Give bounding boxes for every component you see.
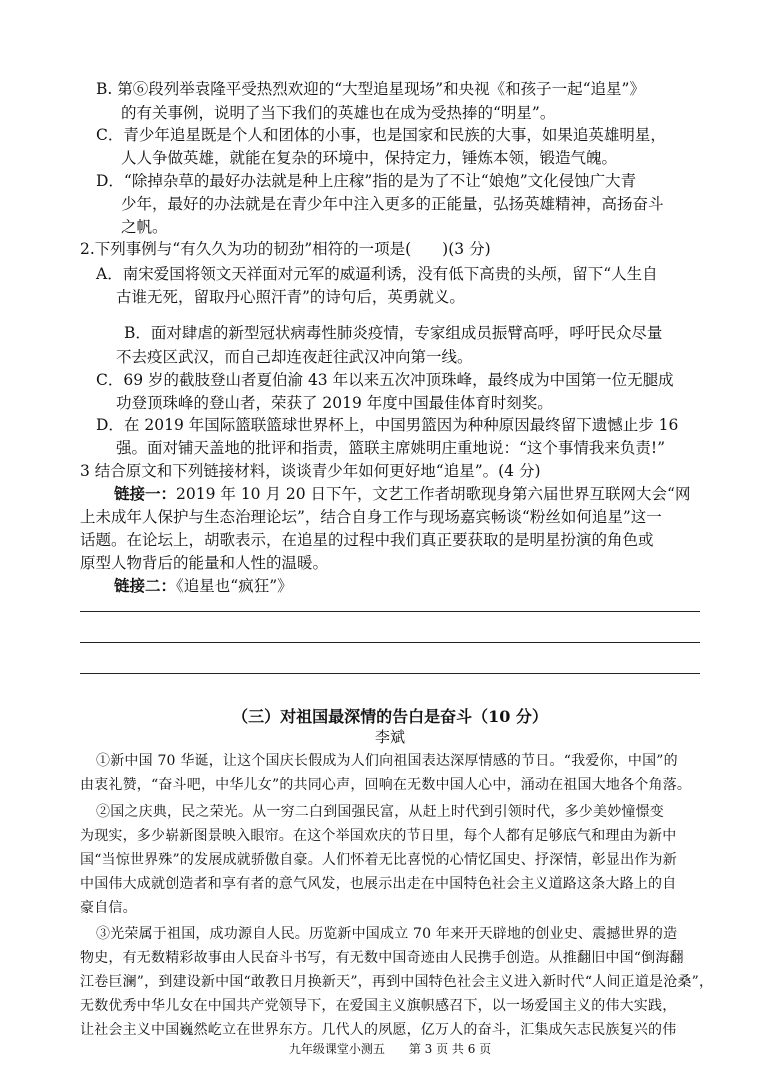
body-line: 豪自信。 [80,900,137,916]
q1-option-d-line3: 之帆。 [121,218,168,236]
q3-link1-line2: 上未成年人保护与生态治理论坛”，结合自身工作与现场嘉宾畅谈“粉丝如何追星”这一 [80,508,662,526]
section-author: 李斌 [374,728,405,746]
q2-option-c-line2: 功登顶珠峰的登山者，荣获了 2019 年度中国最佳体育时刻奖。 [116,394,553,412]
answer-line-1[interactable] [80,611,700,612]
q1-option-c-line2: 人人争做英雄，就能在复杂的环境中，保持定力，锤炼本领，锻造气魄。 [121,149,618,167]
answer-line-3[interactable] [80,673,700,674]
q2-stem: 2.下列事例与“有久久为功的韧劲”相符的一项是( )(3 分) [80,240,491,258]
q2-option-c-line1: C．69 岁的截肢登山者夏伯渝 43 年以来五次冲顶珠峰，最终成为中国第一位无腿成 [96,371,674,389]
q2-option-b-line1: B．面对肆虐的新型冠状病毒性肺炎疫情，专家组成员振臂高呼，呼吁民众尽量 [124,324,663,342]
q2-option-b-line2: 不去疫区武汉，而自己却连夜赶往武汉冲向第一线。 [116,348,473,366]
answer-line-2[interactable] [80,642,700,643]
body-line: ①新中国 70 华诞，让这个国庆长假成为人们向祖国表达深厚情感的节日。“我爱你，中国”的 [96,753,678,769]
body-line: ②国之庆典，民之荣光。从一穷二白到国强民富，从赶上时代到引领时代，多少美妙憧憬变 [96,804,664,820]
q1-option-d-line1: D．“除掉杂草的最好办法就是种上庄稼”指的是为了不让“娘炮”文化侵蚀广大青 [96,172,637,190]
q2-option-a-line2: 古谁无死，留取丹心照汗青”的诗句后，英勇就义。 [116,288,465,306]
q3-link2-line [114,573,293,599]
body-line: 中国伟大成就创造者和享有者的意气风发，也展示出走在中国特色社会主义道路这条大路上的自 [80,876,677,892]
section-title: （三）对祖国最深情的告白是奋斗（10 分） [232,707,548,726]
body-line: 由衷礼赞，“奋斗吧，中华儿女”的共同心声，回响在无数中国人心中，涌动在祖国大地各个角落。 [80,777,692,793]
q1-option-b-line1: B. 第⑥段列举袁隆平受热烈欢迎的“大型追星现场”和央视《和孩子一起“追星”》 [96,80,645,98]
q3-link2-text: 《追星也“疯狂”》 [176,577,293,595]
body-line: 江卷巨澜”，到建设新中国“敢教日月换新天”，再到中国特色社会主义进入新时代“人间正道是沧桑”， [80,974,714,990]
q3-link1-text: 2019 年 10 月 20 日下午，文艺工作者胡歌现身第六届世界互联网大会“网 [176,485,691,503]
q1-option-b-line2: 的有关事例，说明了当下我们的英雄也在成为受热捧的“明星”。 [121,104,556,122]
page-footer: 九年级课堂小测五 第 3 页 共 6 页 [288,1042,492,1056]
body-line: 为现实，多少崭新图景映入眼帘。在这个举国欢庆的节日里，每个人都有足够底气和理由为新中 [80,828,677,844]
body-line: ③光荣属于祖国，成功源自人民。历览新中国成立 70 年来开天辟地的创业史、震撼世界的造 [96,926,678,942]
q3-link1-label: 链接一： [114,484,177,503]
q3-stem: 3 结合原文和下列链接材料，谈谈青少年如何更好地“追星”。(4 分) [80,462,541,480]
q2-option-a-line1: A．南宋爱国将领文天祥面对元军的威逼利诱，没有低下高贵的头颅，留下“人生自 [96,265,658,283]
q3-link1-line4: 原型人物背后的能量和人性的温暖。 [80,554,329,572]
body-line: 物史，有无数精彩故事由人民奋斗书写，有无数中国奇迹由人民携手创造。从推翻旧中国“倒海翻 [80,950,684,966]
body-line: 让社会主义中国巍然屹立在世界东方。几代人的夙愿，亿万人的奋斗，汇集成矢志民族复兴的伟 [80,1022,677,1038]
q1-option-d-line2: 少年，最好的办法就是在青少年中注入更多的正能量，弘扬英雄精神，高扬奋斗 [121,195,664,213]
q3-link2-label: 链接二： [114,576,177,595]
q1-option-c-line1: C．青少年追星既是个人和团体的小事，也是国家和民族的大事，如果追英雄明星， [96,126,666,144]
body-line: 无数优秀中华儿女在中国共产党领导下，在爱国主义旗帜感召下，以一场爱国主义的伟大实践， [80,998,677,1014]
q3-link1-line3: 话题。在论坛上，胡歌表示，在追星的过程中我们真正要获取的是明星扮演的角色或 [80,531,654,549]
body-line: 国“当惊世界殊”的发展成就骄傲自豪。人们怀着无比喜悦的心情忆国史、抒深情，彰显出作为新 [80,852,677,868]
q2-option-d-line1: D．在 2019 年国际篮联篮球世界杯上，中国男篮因为种种原因最终留下遗憾止步 16 [96,416,679,434]
q2-option-d-line2: 强。面对铺天盖地的批评和指责，篮联主席姚明庄重地说：“这个事情我来负责!” [116,439,666,457]
